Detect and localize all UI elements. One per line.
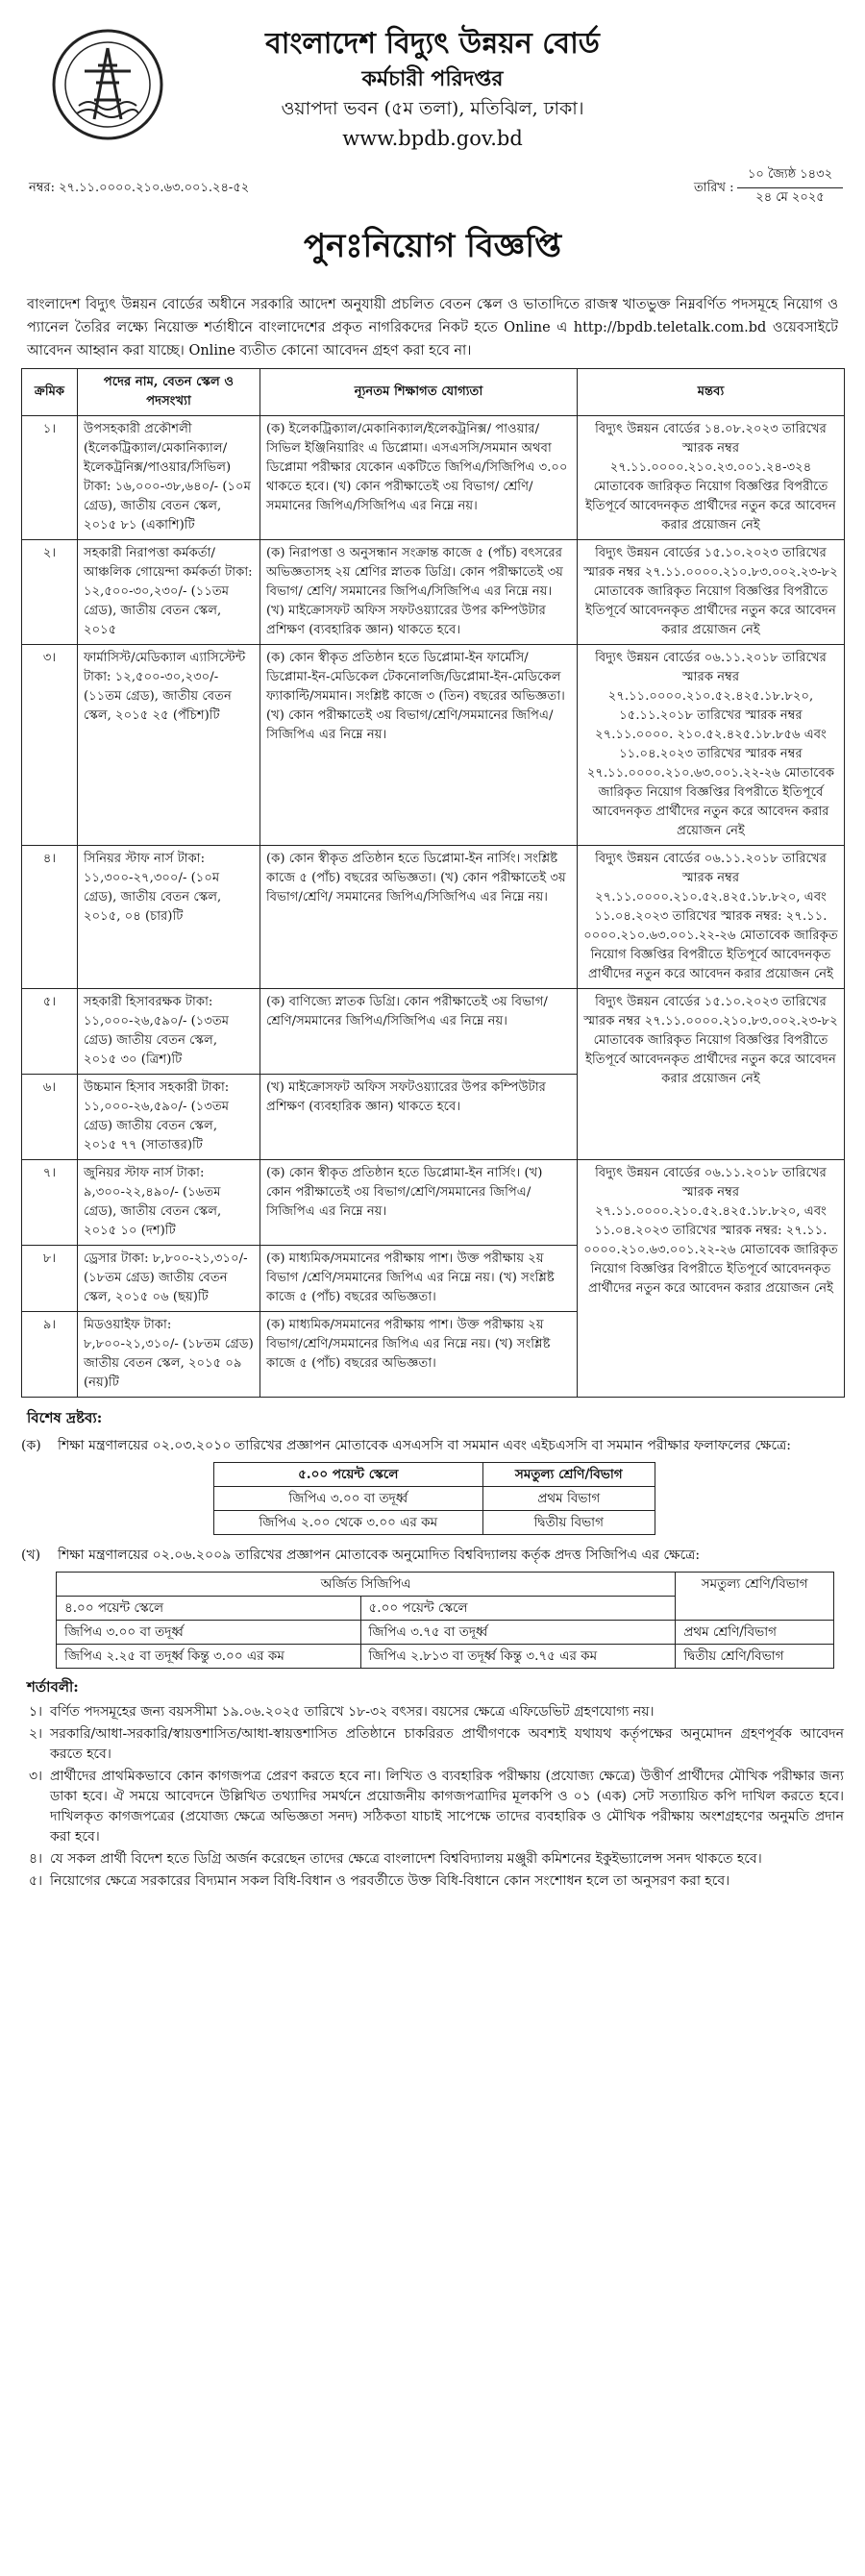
date-bangla: ১০ জ্যৈষ্ঠ ১৪৩২ (737, 165, 843, 188)
condition-item (21, 1767, 844, 1847)
qualification-cell: (ক) কোন স্বীকৃত প্রতিষ্ঠান হতে ডিপ্লোমা-ইন নার্সিং। সংশ্লিষ্ট কাজে ৫ (পাঁচ) বছরের অভিজ্ঞতা। (খ) কোন পরীক্ষাতেই ৩য় বিভাগ/শ্রেণি/ সমমানের জিপিএ/সিজিপিএ এর নিম্নে নয়। (260, 846, 578, 989)
condition-text: যে সকল প্রার্থী বিদেশ হতে ডিগ্রি অর্জন করেছেন তাদের ক্ষেত্রে বাংলাদেশ বিশ্ববিদ্যালয় মঞ্জুরী কমিশনের ইকুইভ্যালেন্স সনদ থাকতে হবে। (50, 1851, 762, 1867)
table-row (22, 989, 845, 1075)
condition-item (21, 1724, 844, 1765)
serial-cell: ৯। (22, 1312, 78, 1398)
g5-cell: জিপিএ ২.০০ থেকে ৩.০০ এর কম (214, 1511, 483, 1535)
g5-header-equiv: সমতুল্য শ্রেণি/বিভাগ (482, 1463, 655, 1487)
qualification-cell: (ক) মাধ্যমিক/সমমানের পরীক্ষায় পাশ। উক্ত পরীক্ষায় ২য় বিভাগ/শ্রেণি/সমমানের জিপিএ এর নিম্নে নয়। (খ) সংশ্লিষ্ট কাজে ৫ (পাঁচ) বছরের অভিজ্ঞতা। (260, 1312, 578, 1398)
gpa-equivalence-table (213, 1462, 655, 1535)
post-cell: সিনিয়র স্টাফ নার্স টাকা: ১১,৩০০-২৭,৩০০/- (১০ম গ্রেড), জাতীয় বেতন স্কেল, ২০১৫, ০৪ (চার)টি (78, 846, 260, 989)
table-row (22, 1160, 845, 1246)
table-row (22, 416, 845, 540)
condition-number: ১। (28, 1704, 43, 1720)
serial-cell: ৮। (22, 1246, 78, 1312)
remark-cell: বিদ্যুৎ উন্নয়ন বোর্ডের ০৬.১১.২০১৮ তারিখের স্মারক নম্বর ২৭.১১.০০০০.২১০.৫২.৪২৫.১৮.৮২০, ১৫.১১.২০১৮ তারিখের স্মারক নম্বর ২৭.১১.০০০০. ২১০.৫২.৪২৫.১৮.৮৫৬ এবং ১১.০৪.২০২৩ তারিখের স্মারক নম্বর ২৭.১১.০০০০.২১০.৬৩.০০১.২২-২৬ মোতাবেক জারিকৃত নিয়োগ বিজ্ঞপ্তির বিপরীতে ইতিপূর্বে আবেদনকৃত প্রার্থীদের নতুন করে আবেদন করার প্রয়োজন নেই (578, 645, 845, 846)
serial-cell: ৬। (22, 1075, 78, 1160)
qualification-cell: (ক) ইলেকট্রিক্যাল/মেকানিক্যাল/ইলেকট্রনিক্স/ পাওয়ার/ সিভিল ইঞ্জিনিয়ারিং এ ডিপ্লোমা। এসএসসি/সমমান অথবা ডিপ্লোমা পরীক্ষার যেকোন একটিতে জিপিএ/সিজিপিএ ৩.০০ থাকতে হবে। (খ) কোন পরীক্ষাতেই ৩য় বিভাগ/ শ্রেণি/ সমমানের জিপিএ/সিজিপিএ এর নিম্নে নয়। (260, 416, 578, 540)
post-cell: সহকারী নিরাপত্তা কর্মকর্তা/ আঞ্চলিক গোয়েন্দা কর্মকর্তা টাকা: ১২,৫০০-৩০,২৩০/- (১১তম গ্রেড), জাতীয় বেতন স্কেল, ২০১৫ (78, 540, 260, 645)
g5-cell: দ্বিতীয় বিভাগ (482, 1511, 655, 1535)
post-cell: ড্রেসার টাকা: ৮,৮০০-২১,৩১০/- (১৮তম গ্রেড) জাতীয় বেতন স্কেল, ২০১৫ ০৬ (ছয়)টি (78, 1246, 260, 1312)
condition-number: ৫। (28, 1873, 43, 1889)
cgpa-cell: দ্বিতীয় শ্রেণি/বিভাগ (676, 1645, 834, 1669)
qualification-cell: (ক) মাধ্যমিক/সমমানের পরীক্ষায় পাশ। উক্ত পরীক্ষায় ২য় বিভাগ /শ্রেণি/সমমানের জিপিএ এর নিম্নে নয়। (খ) সংশ্লিষ্ট কাজে ৫ (পাঁচ) বছরের অভিজ্ঞতা। (260, 1246, 578, 1312)
conditions-title: শর্তাবলী: (27, 1678, 79, 1696)
note-b-key: (খ) (21, 1548, 41, 1563)
post-cell: উচ্চমান হিসাব সহকারী টাকা: ১১,০০০-২৬,৫৯০/- (১৩তম গ্রেড) জাতীয় বেতন স্কেল, ২০১৫ ৭৭ (সাতাত্তর)টি (78, 1075, 260, 1160)
note-a-text: শিক্ষা মন্ত্রণালয়ের ০২.০৩.২০১০ তারিখের প্রজ্ঞাপন মোতাবেক এসএসসি বা সমমান এবং এইচএসসি বা সমমান পরীক্ষার ফলাফলের ক্ষেত্রে: (58, 1438, 791, 1453)
table-row (214, 1511, 655, 1535)
condition-item (21, 1871, 844, 1892)
notice-title: পুনঃনিয়োগ বিজ্ঞপ্তি (303, 227, 562, 265)
serial-cell: ২। (22, 540, 78, 645)
cgpa-header-main: অর্জিত সিজিপিএ (57, 1573, 676, 1597)
remark-cell: বিদ্যুৎ উন্নয়ন বোর্ডের ০৬.১১.২০১৮ তারিখের স্মারক নম্বর ২৭.১১.০০০০.২১০.৫২.৪২৫.১৮.৮২০, এবং ১১.০৪.২০২৩ তারিখের স্মারক নম্বর: ২৭.১১. ০০০০.২১০.৬৩.০০১.২২-২৬ মোতাবেক জারিকৃত নিয়োগ বিজ্ঞপ্তির বিপরীতে ইতিপূর্বে আবেদনকৃত প্রার্থীদের নতুন করে আবেদন করার প্রয়োজন নেই (578, 846, 845, 989)
website-link[interactable]: www.bpdb.gov.bd (342, 127, 523, 150)
g5-cell: জিপিএ ৩.০০ বা তদূর্ধ্ব (214, 1487, 483, 1511)
qualification-cell: (ক) কোন স্বীকৃত প্রতিষ্ঠান হতে ডিপ্লোমা-ইন নার্সিং। (খ) কোন পরীক্ষাতেই ৩য় বিভাগ/শ্রেণি/সমমানের জিপিএ/সিজিপিএ এর নিম্নে নয়। (260, 1160, 578, 1246)
remark-cell: বিদ্যুৎ উন্নয়ন বোর্ডের ১৪.০৮.২০২৩ তারিখের স্মারক নম্বর ২৭.১১.০০০০.২১০.২৩.০০১.২৪-৩২৪ মোতাবেক জারিকৃত নিয়োগ বিজ্ঞপ্তির বিপরীতে ইতিপূর্বে আবেদনকৃত প্রার্থীদের নতুন করে আবেদন করার প্রয়োজন নেই (578, 416, 845, 540)
table-header-row (57, 1573, 834, 1597)
special-notes (21, 1407, 844, 1669)
office-address: ওয়াপদা ভবন (৫ম তলা), মতিঝিল, ঢাকা। (281, 98, 584, 119)
note-b-text: শিক্ষা মন্ত্রণালয়ের ০২.০৬.২০০৯ তারিখের প্রজ্ঞাপন মোতাবেক অনুমোদিত বিশ্ববিদ্যালয় কর্তৃক প্রদত্ত সিজিপিএ এর ক্ষেত্রে: (58, 1548, 701, 1563)
cgpa-header-equiv: সমতুল্য শ্রেণি/বিভাগ (676, 1573, 834, 1621)
cgpa-cell: প্রথম শ্রেণি/বিভাগ (676, 1621, 834, 1645)
post-cell: উপসহকারী প্রকৌশলী (ইলেকট্রিক্যাল/মেকানিক্যাল/ ইলেকট্রনিক্স/পাওয়ার/সিভিল) টাকা: ১৬,০০০-৩৮,৬৪০/- (১০ম গ্রেড), জাতীয় বেতন স্কেল, ২০১৫ ৮১ (একাশি)টি (78, 416, 260, 540)
cgpa-cell: জিপিএ ২.২৫ বা তদূর্ধ্ব কিন্তু ৩.০০ এর কম (57, 1645, 361, 1669)
col-remark: মন্তব্য (578, 369, 845, 416)
serial-cell: ৪। (22, 846, 78, 989)
condition-text: নিয়োগের ক্ষেত্রে সরকারের বিদ্যমান সকল বিধি-বিধান ও পরবর্তীতে উক্ত বিধি-বিধানে কোন সংশোধন হলে তা অনুসরণ করা হবে। (50, 1873, 730, 1889)
table-row (22, 846, 845, 989)
intro-paragraph: বাংলাদেশ বিদ্যুৎ উন্নয়ন বোর্ডের অধীনে সরকারি আদেশ অনুযায়ী প্রচলিত বেতন স্কেল ও ভাতাদিতে রাজস্ব খাতভুক্ত নিম্নবর্ণিত পদসমূহে নিয়োগ ও প্যানেল তৈরির লক্ষ্যে নিয়োক্ত শর্তাধীনে বাংলাদেশের প্রকৃত নাগরিকদের নিকট হতে Online এ http://bpdb.teletalk.com.bd ওয়েবসাইটে আবেদন আহ্বান করা যাচ্ছে। Online ব্যতীত কোনো আবেদন গ্রহণ করা হবে না। (27, 297, 838, 359)
condition-number: ৪। (28, 1851, 43, 1867)
qualification-cell: (ক) নিরাপত্তা ও অনুসন্ধান সংক্রান্ত কাজে ৫ (পাঁচ) বৎসরের অভিজ্ঞতাসহ ২য় শ্রেণির স্নাতক ডিগ্রি। কোন পরীক্ষাতেই ৩য় বিভাগ/ শ্রেণি/ সমমানের জিপিএ/সিজিপিএ এর নিম্নে নয়। (খ) মাইক্রোসফট অফিস সফটওয়্যারের উপর কম্পিউটার প্রশিক্ষণ (ব্যবহারিক জ্ঞান) থাকতে হবে। (260, 540, 578, 645)
qualification-cell: (খ) মাইক্রোসফট অফিস সফটওয়্যারের উপর কম্পিউটার প্রশিক্ষণ (ব্যবহারিক জ্ঞান) থাকতে হবে। (260, 1075, 578, 1160)
cgpa-cell: জিপিএ ২.৮১৩ বা তদূর্ধ্ব কিন্তু ৩.৭৫ এর কম (360, 1645, 676, 1669)
table-row (57, 1645, 834, 1669)
qualification-cell: (ক) বাণিজ্যে স্নাতক ডিগ্রি। কোন পরীক্ষাতেই ৩য় বিভাগ/শ্রেণি/সমমানের জিপিএ/সিজিপিএ এর নিম্নে নয়। (260, 989, 578, 1075)
g5-header-scale: ৫.০০ পয়েন্ট স্কেলে (214, 1463, 483, 1487)
g5-cell: প্রথম বিভাগ (482, 1487, 655, 1511)
post-cell: মিডওয়াইফ টাকা: ৮,৮০০-২১,৩১০/- (১৮তম গ্রেড) জাতীয় বেতন স্কেল, ২০১৫ ০৯ (নয়)টি (78, 1312, 260, 1398)
conditions (21, 1676, 844, 1892)
table-header-row (22, 369, 845, 416)
condition-item (21, 1849, 844, 1870)
remark-cell: বিদ্যুৎ উন্নয়ন বোর্ডের ০৬.১১.২০১৮ তারিখের স্মারক নম্বর ২৭.১১.০০০০.২১০.৫২.৪২৫.১৮.৮২০, এবং ১১.০৪.২০২৩ তারিখের স্মারক নম্বর: ২৭.১১. ০০০০.২১০.৬৩.০০১.২২-২৬ মোতাবেক জারিকৃত নিয়োগ বিজ্ঞপ্তির বিপরীতে ইতিপূর্বে আবেদনকৃত প্রার্থীদের নতুন করে আবেদন করার প্রয়োজন নেই (578, 1160, 845, 1398)
condition-text: প্রার্থীদের প্রাথমিকভাবে কোন কাগজপত্র প্রেরণ করতে হবে না। লিখিত ও ব্যবহারিক পরীক্ষায় (প্রযোজ্য ক্ষেত্রে) উত্তীর্ণ প্রার্থীদের মৌখিক পরীক্ষার জন্য ডাকা হবে। ঐ সময়ে আবেদনে উল্লিখিত তথ্যাদির সমর্থনে প্রয়োজনীয় কাগজপত্রাদির মূলকপি ও ০১ (এক) সেট সত্যায়িত কপি দাখিল করতে হবে। দাখিলকৃত কাগজপত্রের (প্রযোজ্য ক্ষেত্রে অভিজ্ঞতা সনদ) সঠিকতা যাচাই সাপেক্ষে তাদের ব্যবহারিক ও মৌখিক পরীক্ষায় অংশগ্রহণের অনুমতি প্রদান করা হবে। (50, 1769, 844, 1845)
cgpa-cell: জিপিএ ৩.০০ বা তদূর্ধ্ব (57, 1621, 361, 1645)
department-name: কর্মচারী পরিদপ্তর (361, 66, 504, 91)
memo-number: নম্বর: ২৭.১১.০০০০.২১০.৬৩.০০১.২৪-৫২ (29, 181, 250, 195)
memo-line (21, 161, 844, 213)
table-header-row (214, 1463, 655, 1487)
condition-number: ৩। (28, 1769, 43, 1784)
date-english: ২৪ মে ২০২৫ (755, 190, 825, 205)
letterhead (21, 17, 844, 161)
condition-text: বর্ণিত পদসমূহের জন্য বয়সসীমা ১৯.০৬.২০২৫ তারিখে ১৮-৩২ বৎসর। বয়সের ক্ষেত্রে এফিডেভিট গ্রহণযোগ্য নয়। (50, 1704, 655, 1720)
organization-name: বাংলাদেশ বিদ্যুৎ উন্নয়ন বোর্ড (265, 27, 600, 61)
cgpa-sub-5: ৫.০০ পয়েন্ট স্কেলে (360, 1597, 676, 1621)
serial-cell: ৭। (22, 1160, 78, 1246)
qualification-cell: (ক) কোন স্বীকৃত প্রতিষ্ঠান হতে ডিপ্লোমা-ইন ফার্মেসি/ডিপ্লোমা-ইন-মেডিকেল টেকনোলজি/ডিপ্লোমা-ইন-মেডিকেল ফ্যাকাল্টি/সমমান। সংশ্লিষ্ট কাজে ৩ (তিন) বছরের অভিজ্ঞতা। (খ) কোন পরীক্ষাতেই ৩য় বিভাগ/শ্রেণি/সমমানের জিপিএ/সিজিপিএ এর নিম্নে নয়। (260, 645, 578, 846)
condition-number: ২। (28, 1726, 43, 1742)
posts-table (21, 368, 845, 1398)
serial-cell: ৫। (22, 989, 78, 1075)
date-label: তারিখ : (694, 181, 734, 195)
table-row (22, 540, 845, 645)
col-qualification: ন্যূনতম শিক্ষাগত যোগ্যতা (260, 369, 578, 416)
post-cell: ফার্মাসিস্ট/মেডিক্যাল এ্যাসিস্টেন্ট টাকা: ১২,৫০০-৩০,২৩০/- (১১তম গ্রেড), জাতীয় বেতন স্কেল, ২০১৫ ২৫ (পঁচিশ)টি (78, 645, 260, 846)
col-post: পদের নাম, বেতন স্কেল ও পদসংখ্যা (78, 369, 260, 416)
serial-cell: ১। (22, 416, 78, 540)
remark-cell: বিদ্যুৎ উন্নয়ন বোর্ডের ১৫.১০.২০২৩ তারিখের স্মারক নম্বর ২৭.১১.০০০০.২১০.৮৩.০০২.২৩-৮২ মোতাবেক জারিকৃত নিয়োগ বিজ্ঞপ্তির বিপরীতে ইতিপূর্বে আবেদনকৃত প্রার্থীদের নতুন করে আবেদন করার প্রয়োজন নেই (578, 540, 845, 645)
table-row (57, 1621, 834, 1645)
note-a (21, 1435, 844, 1456)
remark-cell: বিদ্যুৎ উন্নয়ন বোর্ডের ১৫.১০.২০২৩ তারিখের স্মারক নম্বর ২৭.১১.০০০০.২১০.৮৩.০০২.২৩-৮২ মোতাবেক জারিকৃত নিয়োগ বিজ্ঞপ্তির বিপরীতে ইতিপূর্বে আবেদনকৃত প্রার্থীদের নতুন করে আবেদন করার প্রয়োজন নেই (578, 989, 845, 1160)
condition-text: সরকারি/আধা-সরকারি/স্বায়ত্তশাসিত/আধা-স্বায়ত্তশাসিত প্রতিষ্ঠানে চাকরিরত প্রার্থীগণকে অবশ্যই যথাযথ কর্তৃপক্ষের অনুমোদন গ্রহণপূর্বক আবেদন করতে হবে। (50, 1726, 844, 1762)
condition-item (21, 1702, 844, 1722)
table-row (214, 1487, 655, 1511)
note-a-key: (ক) (21, 1438, 41, 1453)
cgpa-sub-4: ৪.০০ পয়েন্ট স্কেলে (57, 1597, 361, 1621)
table-row (22, 645, 845, 846)
serial-cell: ৩। (22, 645, 78, 846)
cgpa-cell: জিপিএ ৩.৭৫ বা তদূর্ধ্ব (360, 1621, 676, 1645)
post-cell: সহকারী হিসাবরক্ষক টাকা: ১১,০০০-২৬,৫৯০/- (১৩তম গ্রেড) জাতীয় বেতন স্কেল, ২০১৫ ৩০ (ত্রিশ)টি (78, 989, 260, 1075)
note-b (21, 1545, 844, 1566)
post-cell: জুনিয়র স্টাফ নার্স টাকা: ৯,৩০০-২২,৪৯০/- (১৬তম গ্রেড), জাতীয় বেতন স্কেল, ২০১৫ ১০ (দশ)টি (78, 1160, 260, 1246)
col-serial: ক্রমিক (22, 369, 78, 416)
cgpa-equivalence-table (56, 1572, 834, 1669)
notes-title: বিশেষ দ্রষ্টব্য: (27, 1409, 103, 1426)
